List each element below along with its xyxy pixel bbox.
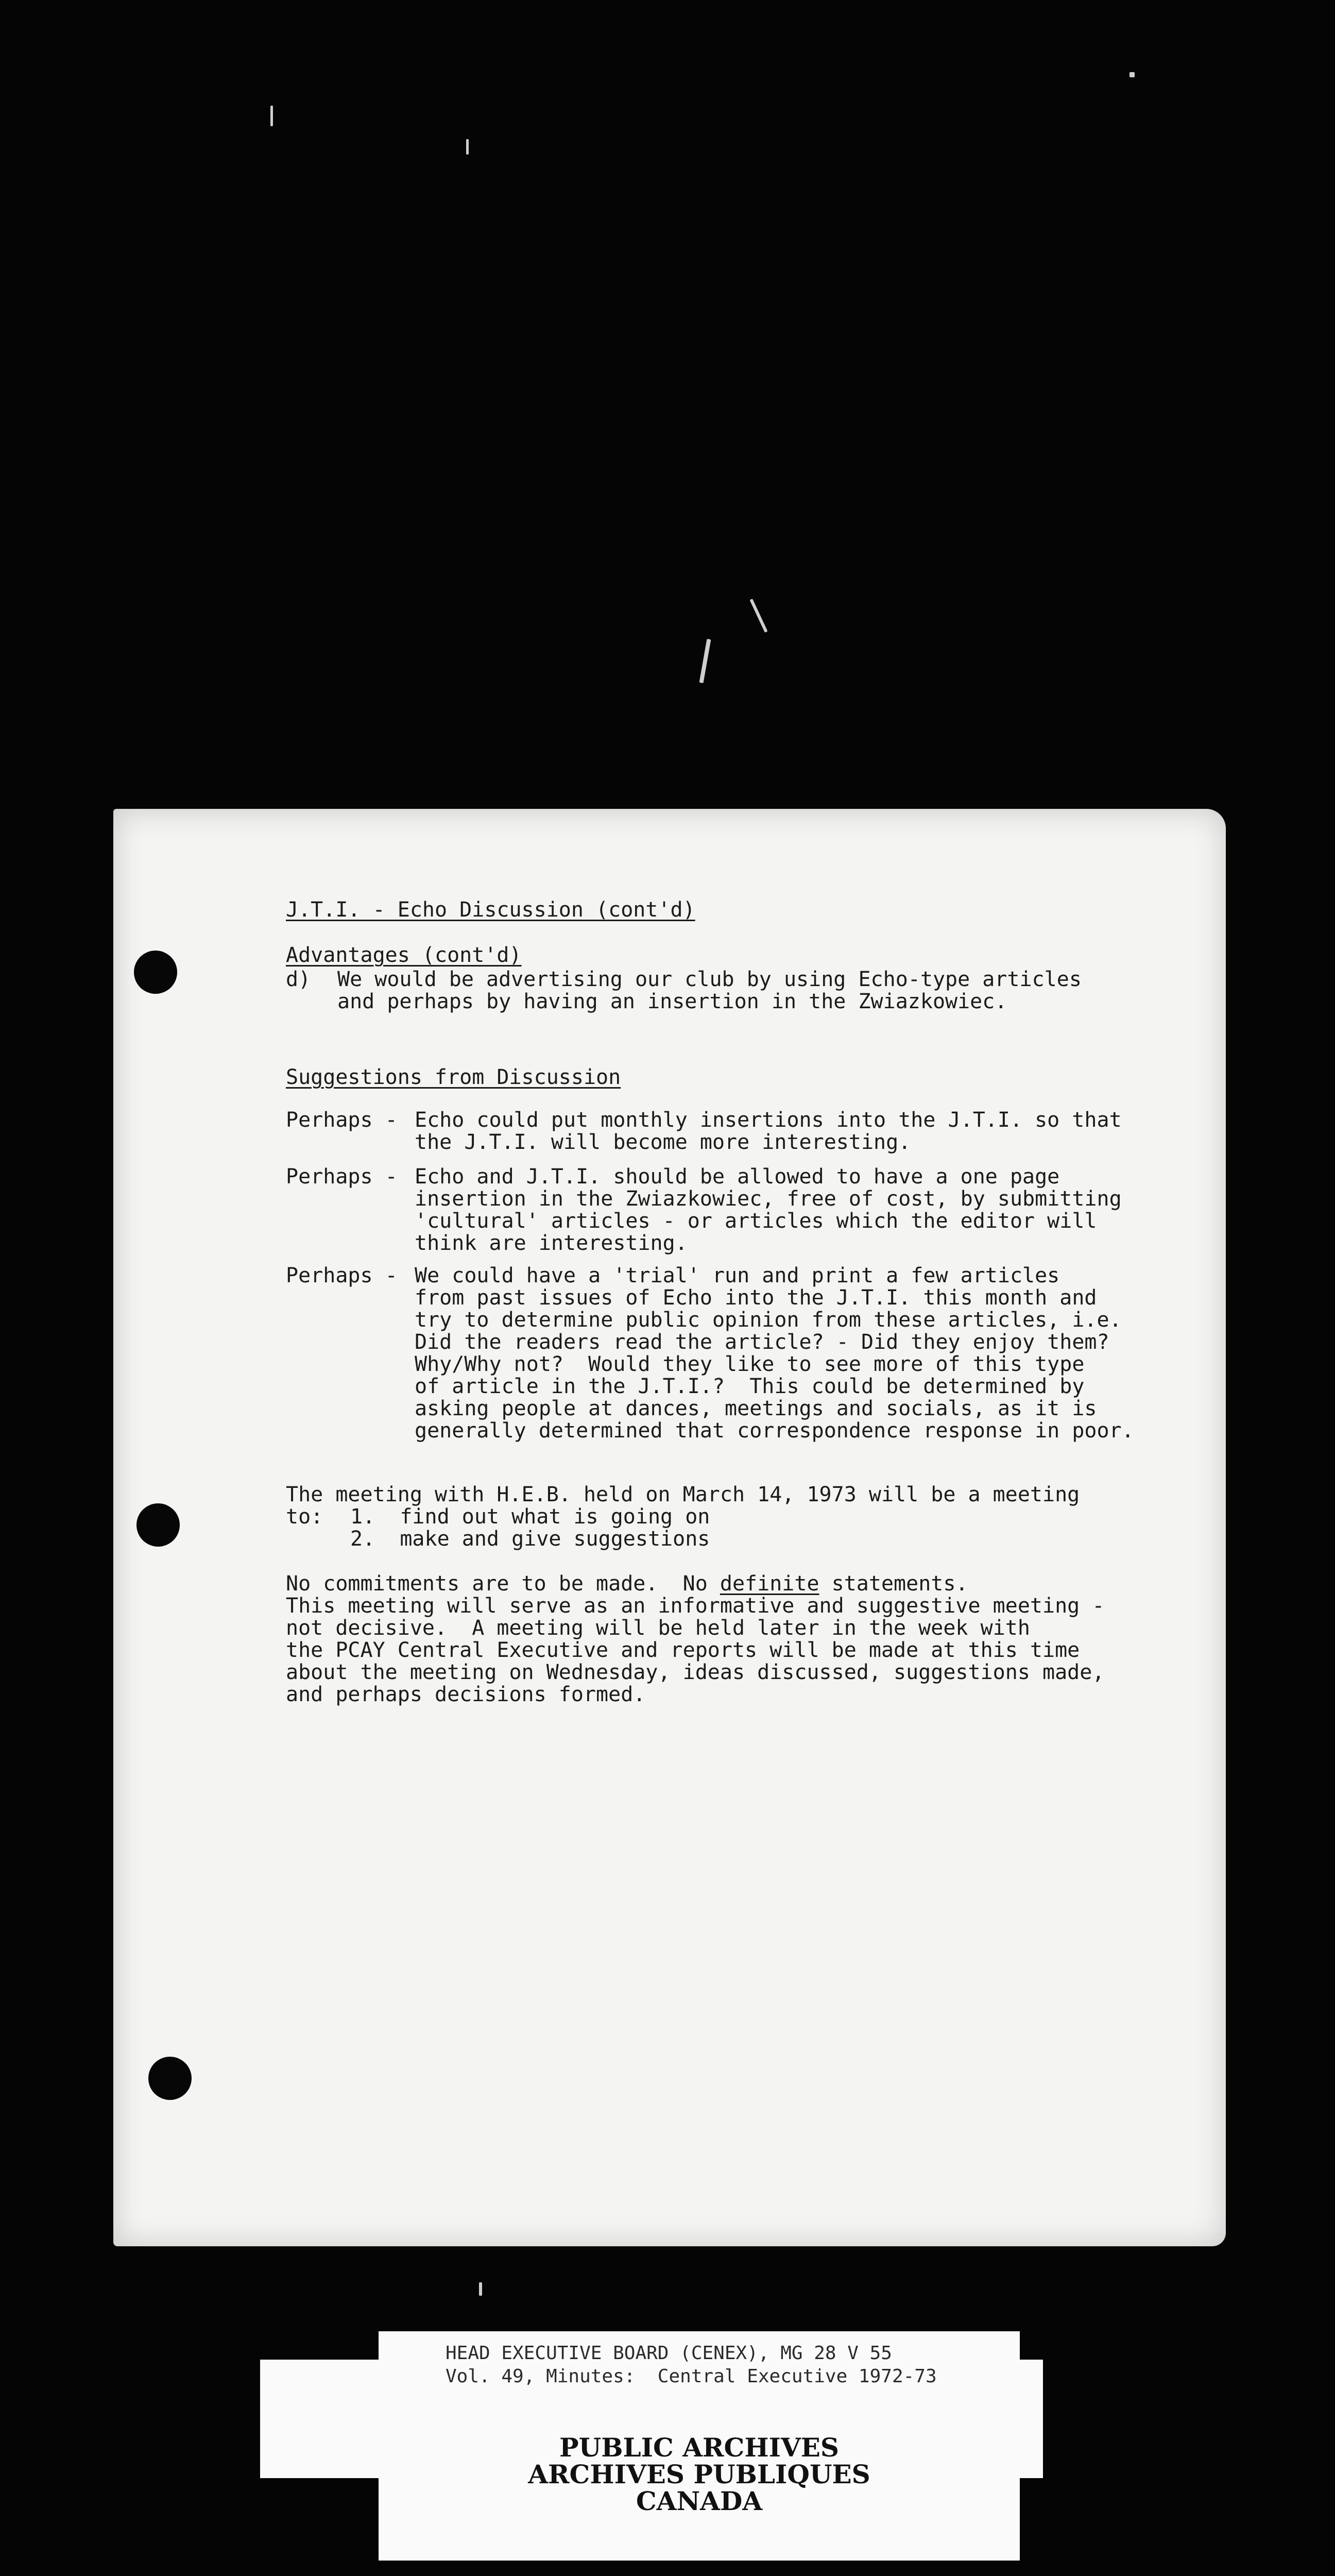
closing-line: and perhaps decisions formed. [286,1683,646,1706]
closing-first-line [286,1573,968,1595]
archive-title-line: ARCHIVES PUBLIQUES [528,2459,870,2489]
film-speck [270,106,273,126]
archive-reference-line: HEAD EXECUTIVE BOARD (CENEX), MG 28 V 55 [446,2343,892,2364]
closing-suffix: statements. [819,1572,968,1596]
film-speck [699,639,711,683]
suggestion-label: Perhaps - [286,1264,398,1287]
suggestion-line: Did the readers read the article? - Did they enjoy them? [415,1330,1109,1354]
film-speck [1129,72,1135,77]
suggestion-line: of article in the J.T.I.? This could be determined by [415,1375,1085,1398]
closing-line: not decisive. A meeting will be held later in the week with [286,1616,1030,1640]
suggestion-line: generally determined that correspondence response in poor. [415,1419,1134,1443]
suggestion-line: Why/Why not? Would they like to see more of this type [415,1352,1085,1376]
meeting-point: 2. make and give suggestions [350,1527,710,1551]
advantages-heading: Advantages (cont'd) [286,943,522,967]
film-speck [749,599,767,633]
suggestion-label: Perhaps - [286,1108,398,1132]
suggestion-line: the J.T.I. will become more interesting. [415,1130,911,1154]
film-speck [479,2282,482,2296]
suggestion-label: Perhaps - [286,1165,398,1189]
punch-hole [134,951,177,994]
closing-emphasis: definite [720,1572,819,1596]
suggestions-heading: Suggestions from Discussion [286,1065,621,1089]
advantage-marker: d) [286,968,311,991]
suggestion-line: 'cultural' articles - or articles which the editor will [415,1209,1097,1233]
archive-title [379,2434,1020,2515]
punch-hole [148,2057,192,2100]
advantage-line: We would be advertising our club by using Echo-type articles [337,968,1082,991]
document-page [113,809,1226,2246]
suggestion-line: Echo could put monthly insertions into the J.T.I. so that [415,1108,1122,1132]
meeting-to-label: to: [286,1505,323,1529]
film-speck [466,139,469,155]
suggestion-line: We could have a 'trial' run and print a few articles [415,1264,1060,1287]
punch-hole [136,1503,180,1547]
closing-line: This meeting will serve as an informative and suggestive meeting - [286,1594,1105,1618]
document-heading: J.T.I. - Echo Discussion (cont'd) [286,898,695,922]
suggestion-line: from past issues of Echo into the J.T.I. this month and [415,1286,1097,1310]
suggestion-line: insertion in the Zwiazkowiec, free of cost, by submitting [415,1187,1122,1211]
archive-title-line: CANADA [636,2486,763,2516]
suggestion-line: Echo and J.T.I. should be allowed to have a one page [415,1165,1060,1189]
advantage-line: and perhaps by having an insertion in the Zwiazkowiec. [337,990,1007,1013]
archive-reference [446,2342,937,2388]
archive-title-line: PUBLIC ARCHIVES [559,2432,839,2463]
closing-line: the PCAY Central Executive and reports will be made at this time [286,1638,1080,1662]
suggestion-line: try to determine public opinion from these articles, i.e. [415,1308,1122,1332]
suggestion-line: asking people at dances, meetings and socials, as it is [415,1397,1097,1420]
archive-reference-line: Vol. 49, Minutes: Central Executive 1972-73 [446,2366,937,2387]
meeting-intro: The meeting with H.E.B. held on March 14, 1973 will be a meeting [286,1483,1080,1506]
suggestion-line: think are interesting. [415,1231,688,1255]
closing-prefix: No commitments are to be made. No [286,1572,720,1596]
closing-line: about the meeting on Wednesday, ideas discussed, suggestions made, [286,1660,1105,1684]
meeting-point: 1. find out what is going on [350,1505,710,1529]
